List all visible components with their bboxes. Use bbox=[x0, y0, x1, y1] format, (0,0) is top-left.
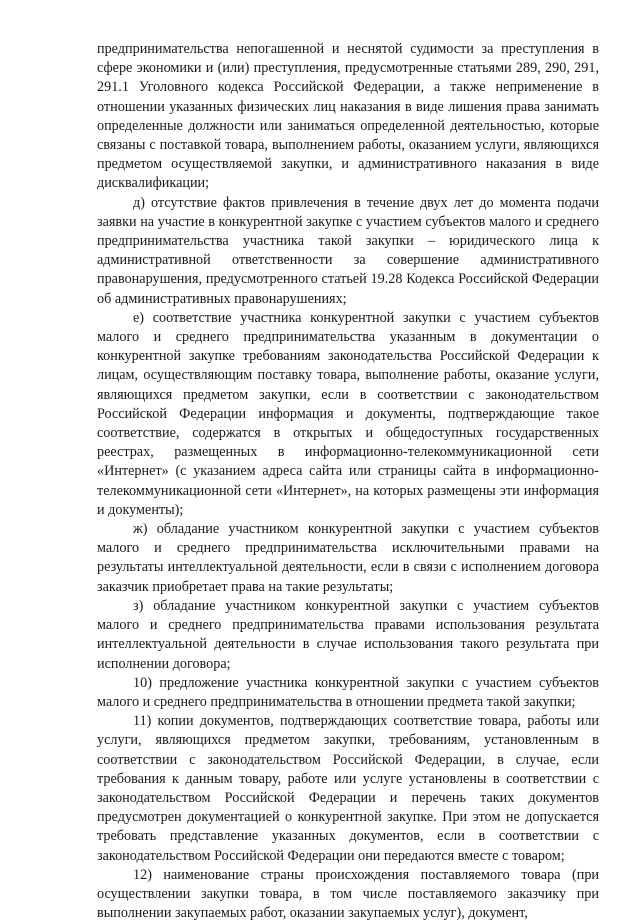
paragraph-item-11: 11) копии документов, подтверждающих соответствие товара, работы или услуги, являющихся предметом закупки, требованиям, установленным в соответствии с законодательством Российской Федерации, в случае, если требования к данным товару, работе или услуге установлены в соответствии с законодательством Российской Федерации и перечень таких документов предусмотрен документацией о конкурентной закупке. При этом не допускается требовать представление указанных документов, если в соответствии с законодательством Российской Федерации они передаются вместе с товаром; bbox=[97, 713, 599, 864]
paragraph-criminal-record: предпринимательства непогашенной и неснятой судимости за преступления в сфере экономики и (или) преступления, предусмотренные статьями 289, 290, 291, 291.1 Уголовного кодекса Российской Федерации, а также неприменение в отношении указанных физических лиц наказания в виде лишения права занимать определенные должности или заниматься определенной деятельностью, которые связаны с поставкой товара, выполнением работы, оказанием услуги, являющихся предметом осуществляемой закупки, и административного наказания в виде дисквалификации; bbox=[97, 41, 599, 192]
paragraph-item-10: 10) предложение участника конкурентной закупки с участием субъектов малого и среднего предпринимательства в отношении предмета такой закупки; bbox=[97, 674, 599, 710]
paragraph-item-e: е) соответствие участника конкурентной закупки с участием субъектов малого и среднего предпринимательства указанным в документации о конкурентной закупке требованиям законодательства Российской Федерации к лицам, осуществляющим поставку товара, выполнение работы, оказание услуги, являющихся предметом закупки, если в соответствии с законодательством Российской Федерации информация и документы, подтверждающие такое соответствие, содержатся в открытых и общедоступных государственных реестрах, размещенных в информационно-телекоммуникационной сети «Интернет» (с указанием адреса сайта или страницы сайта в информационно-телекоммуникационной сети «Интернет», на которых размещены эти информация и документы); bbox=[97, 309, 599, 518]
paragraph-item-zh: ж) обладание участником конкурентной закупки с участием субъектов малого и среднего предпринимательства исключительными правами на результаты интеллектуальной деятельности, если в связи с исполнением договора заказчик приобретает права на такие результаты; bbox=[97, 521, 599, 595]
paragraph-item-d: д) отсутствие фактов привлечения в течение двух лет до момента подачи заявки на участие в конкурентной закупке с участием субъектов малого и среднего предпринимательства участника такой закупки – юридического лица к административной ответственности за совершение административного правонарушения, предусмотренного статьей 19.28 Кодекса Российской Федерации об административных правонарушениях; bbox=[97, 194, 599, 307]
paragraph-item-z: з) обладание участником конкурентной закупки с участием субъектов малого и среднего предпринимательства правами использования результата интеллектуальной деятельности в случае использования такого результата при исполнении договора; bbox=[97, 597, 599, 672]
paragraph-item-12: 12) наименование страны происхождения поставляемого товара (при осуществлении закупки товара, в том числе поставляемого заказчику при выполнении закупаемых работ, оказании закупаемых услуг), документ, bbox=[97, 866, 599, 922]
